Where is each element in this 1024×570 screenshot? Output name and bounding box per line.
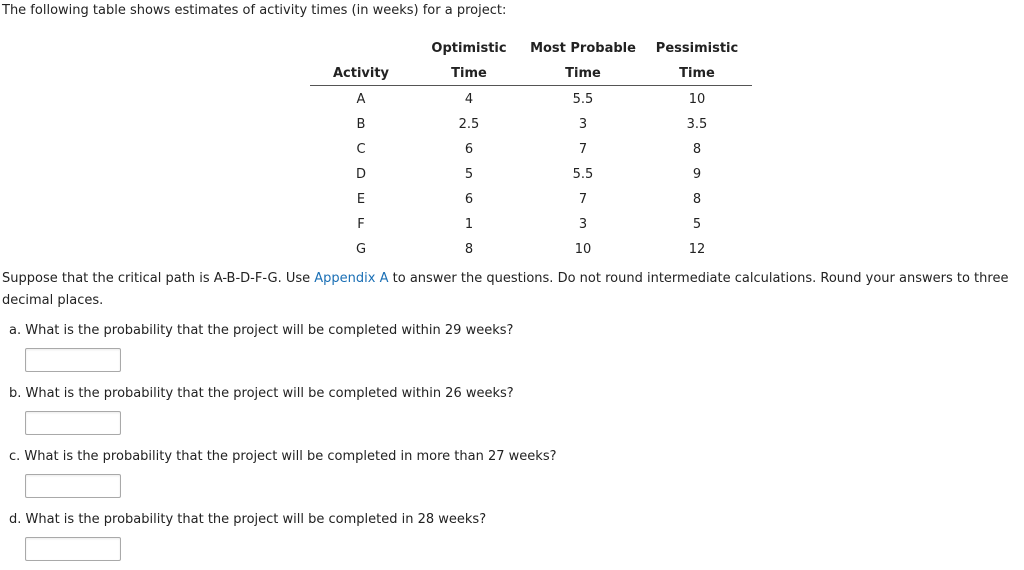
question-b-label: b. What is the probability that the project will be completed within 26 weeks? bbox=[9, 386, 514, 401]
activity-header: Activity bbox=[332, 66, 390, 81]
cell-optimistic-f: 1 bbox=[464, 217, 474, 232]
pessimistic-header-bottom: Time bbox=[679, 66, 715, 81]
cell-optimistic-a: 4 bbox=[464, 92, 474, 107]
cell-pessimistic-e: 8 bbox=[692, 192, 702, 207]
cell-activity-f: F bbox=[357, 217, 365, 232]
instructions bbox=[2, 268, 1022, 312]
cell-activity-c: C bbox=[356, 142, 366, 157]
instructions-text-after: to answer the questions. Do not round intermediate calculations. Round your answers to three decimal places. bbox=[2, 271, 1009, 308]
question-a-label: a. What is the probability that the project will be completed within 29 weeks? bbox=[9, 323, 514, 338]
cell-activity-e: E bbox=[356, 192, 366, 207]
cell-optimistic-g: 8 bbox=[464, 242, 474, 257]
table-header-rule bbox=[310, 85, 752, 86]
cell-most-probable-g: 10 bbox=[574, 242, 592, 257]
cell-pessimistic-g: 12 bbox=[688, 242, 706, 257]
cell-activity-d: D bbox=[355, 167, 367, 182]
cell-activity-b: B bbox=[356, 117, 366, 132]
cell-pessimistic-a: 10 bbox=[688, 92, 706, 107]
cell-optimistic-c: 6 bbox=[464, 142, 474, 157]
cell-most-probable-f: 3 bbox=[578, 217, 588, 232]
optimistic-header-bottom: Time bbox=[451, 66, 487, 81]
pessimistic-header-top: Pessimistic bbox=[655, 41, 739, 56]
cell-most-probable-d: 5.5 bbox=[572, 167, 594, 182]
answer-b-input[interactable] bbox=[25, 411, 121, 435]
cell-most-probable-b: 3 bbox=[578, 117, 588, 132]
intro-text: The following table shows estimates of activity times (in weeks) for a project: bbox=[2, 3, 507, 18]
cell-optimistic-e: 6 bbox=[464, 192, 474, 207]
question-c-label: c. What is the probability that the project will be completed in more than 27 weeks? bbox=[9, 449, 557, 464]
cell-pessimistic-b: 3.5 bbox=[686, 117, 708, 132]
cell-pessimistic-d: 9 bbox=[692, 167, 702, 182]
cell-pessimistic-f: 5 bbox=[692, 217, 702, 232]
cell-optimistic-d: 5 bbox=[464, 167, 474, 182]
instructions-text-before: Suppose that the critical path is A-B-D-F-G. Use bbox=[2, 271, 315, 286]
cell-most-probable-c: 7 bbox=[578, 142, 588, 157]
answer-c-input[interactable] bbox=[25, 474, 121, 498]
cell-optimistic-b: 2.5 bbox=[458, 117, 480, 132]
question-d-label: d. What is the probability that the project will be completed in 28 weeks? bbox=[9, 512, 487, 527]
most-probable-header-bottom: Time bbox=[565, 66, 601, 81]
cell-activity-a: A bbox=[356, 92, 366, 107]
cell-most-probable-e: 7 bbox=[578, 192, 588, 207]
optimistic-header-top: Optimistic bbox=[431, 41, 507, 56]
answer-d-input[interactable] bbox=[25, 537, 121, 561]
most-probable-header-top: Most Probable bbox=[530, 41, 636, 56]
cell-most-probable-a: 5.5 bbox=[572, 92, 594, 107]
answer-a-input[interactable] bbox=[25, 348, 121, 372]
cell-pessimistic-c: 8 bbox=[692, 142, 702, 157]
appendix-a-link[interactable]: Appendix A bbox=[314, 271, 389, 286]
cell-activity-g: G bbox=[355, 242, 367, 257]
